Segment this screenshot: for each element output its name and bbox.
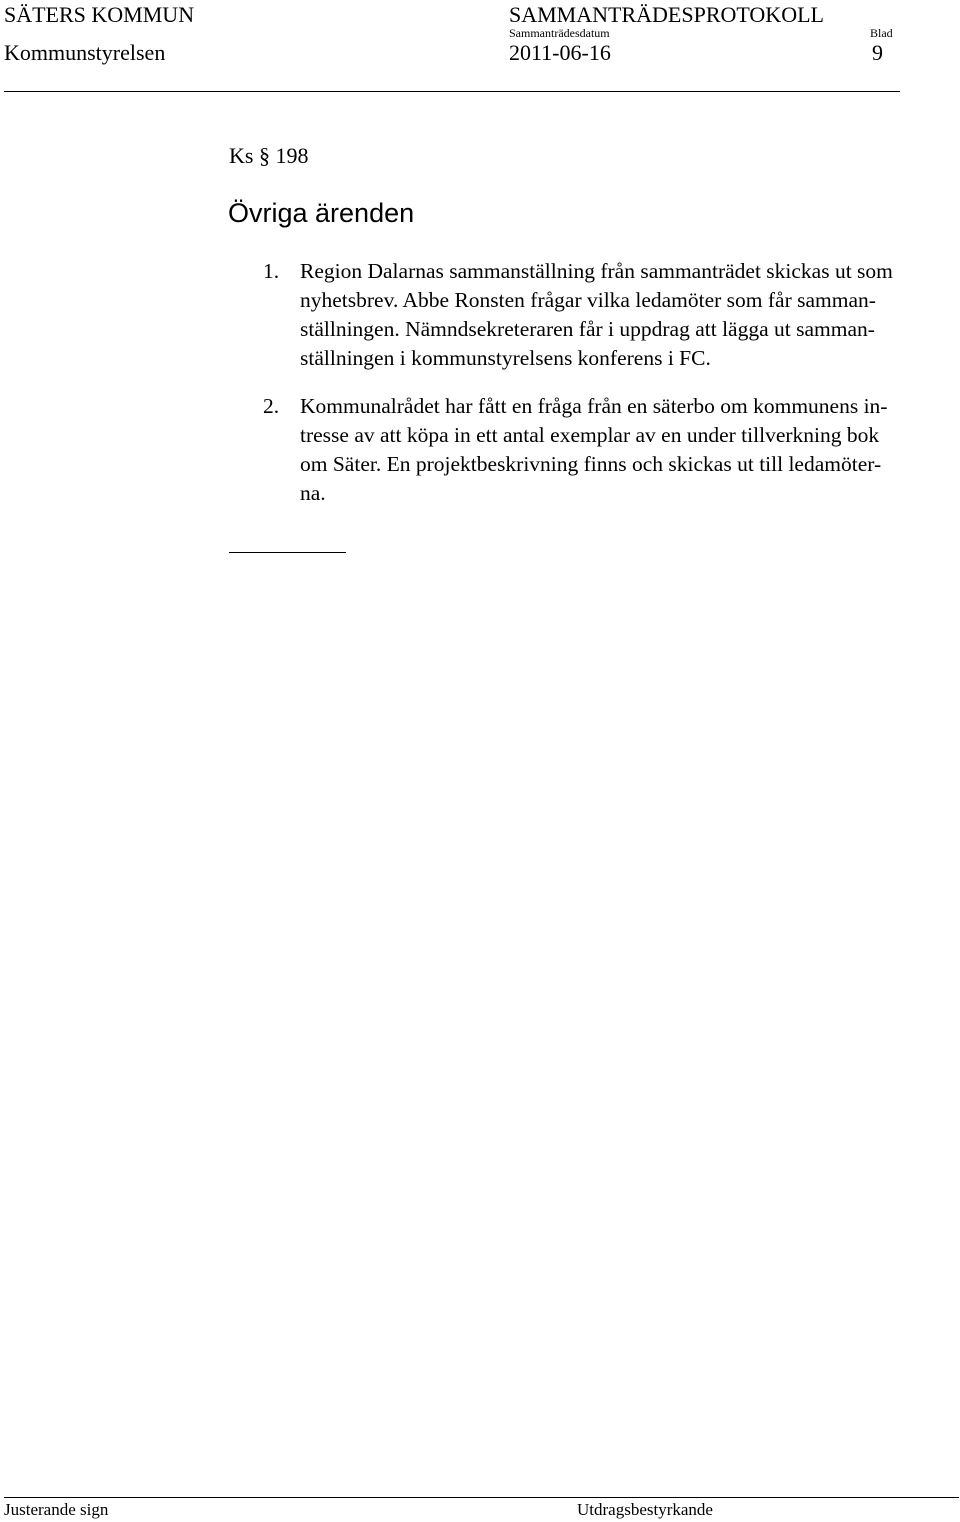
header-divider bbox=[4, 91, 900, 92]
page-number: 9 bbox=[872, 40, 883, 65]
item-text-line: na. bbox=[300, 481, 326, 505]
page-label: Blad bbox=[870, 26, 893, 40]
item-text-line: om Säter. En projektbeskrivning finns och skickas ut till ledamöter- bbox=[300, 452, 882, 476]
organization-name: SÄTERS KOMMUN bbox=[4, 2, 195, 27]
footer-signature-label: Justerande sign bbox=[4, 1500, 109, 1519]
item-text-line: Kommunalrådet har fått en fråga från en säterbo om kommunens in- bbox=[300, 394, 888, 418]
footer-certification-label: Utdragsbestyrkande bbox=[577, 1500, 713, 1519]
date-label: Sammanträdesdatum bbox=[509, 26, 610, 40]
section-end-rule bbox=[229, 552, 346, 553]
paragraph-reference: Ks § 198 bbox=[229, 143, 309, 168]
list-item bbox=[300, 392, 958, 508]
item-text-line: nyhetsbrev. Abbe Ronsten frågar vilka ledamöter som får samman- bbox=[300, 288, 876, 312]
item-number: 2. bbox=[263, 394, 280, 418]
meeting-date: 2011-06-16 bbox=[509, 40, 611, 65]
section-title: Övriga ärenden bbox=[228, 198, 415, 228]
item-number: 1. bbox=[263, 259, 280, 283]
item-text-line: ställningen i kommunstyrelsens konferens i FC. bbox=[300, 346, 711, 370]
list-item bbox=[300, 257, 958, 373]
item-text-line: ställningen. Nämndsekreteraren får i uppdrag att lägga ut samman- bbox=[300, 317, 875, 341]
item-text-line: tresse av att köpa in ett antal exemplar av en under tillverkning bok bbox=[300, 423, 880, 447]
document-type: SAMMANTRÄDESPROTOKOLL bbox=[509, 2, 824, 27]
item-text-line: Region Dalarnas sammanställning från sammanträdet skickas ut som bbox=[300, 259, 893, 283]
department-name: Kommunstyrelsen bbox=[4, 40, 166, 65]
footer-divider bbox=[4, 1497, 959, 1498]
